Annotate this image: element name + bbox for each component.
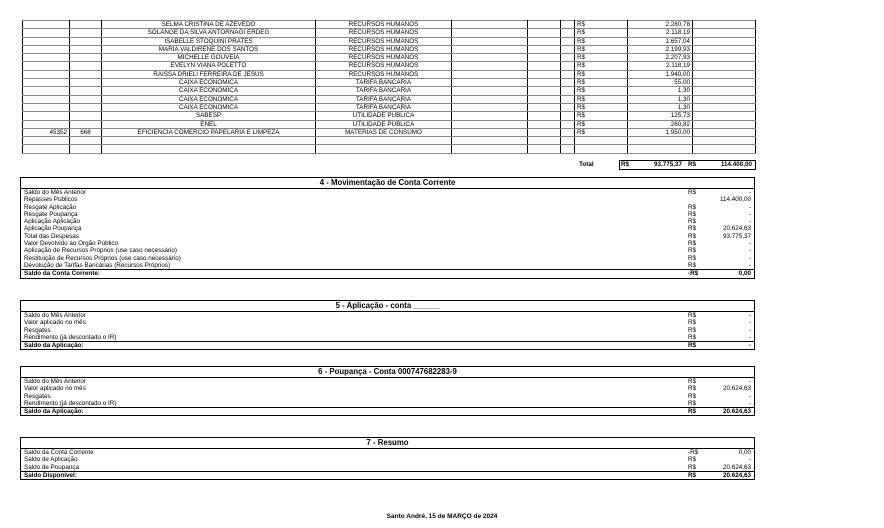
table-row	[23, 79, 756, 87]
table-row	[23, 29, 756, 37]
row-label: Aplicação de Recursos Próprios (use caso necessário)	[24, 247, 177, 255]
row-currency: R$	[688, 189, 697, 196]
expense-category: TARIFA BANCARIA	[316, 103, 452, 111]
expense-category	[316, 137, 452, 145]
empty-cell	[528, 79, 561, 87]
empty-cell	[693, 29, 756, 37]
expense-doc-number: 45352	[23, 128, 70, 136]
row-value: -	[748, 378, 751, 385]
row-value: -	[748, 326, 751, 334]
row-label: Saldo da Aplicação:	[24, 408, 84, 416]
section-row	[21, 385, 754, 392]
row-currency: R$	[688, 326, 697, 334]
expense-value: 55,00	[628, 79, 693, 87]
row-value: 20.624,63	[722, 385, 751, 393]
expense-currency	[575, 145, 628, 153]
empty-cell	[452, 62, 528, 70]
empty-cell	[528, 128, 561, 136]
empty-cell	[561, 29, 575, 37]
expense-doc-number	[23, 145, 70, 153]
row-currency: R$	[688, 312, 697, 319]
empty-cell	[693, 120, 756, 128]
empty-cell	[561, 37, 575, 45]
expense-value: 1,30	[628, 87, 693, 95]
row-currency: R$	[688, 225, 697, 233]
empty-cell	[452, 103, 528, 111]
expense-currency: R$	[575, 29, 628, 37]
section-row	[21, 400, 754, 407]
expense-name	[102, 137, 316, 145]
expense-table	[22, 20, 756, 154]
empty-cell	[452, 70, 528, 78]
expense-doc-number	[23, 21, 70, 29]
row-value: -	[748, 254, 751, 262]
empty-cell	[693, 95, 756, 103]
empty-cell	[693, 137, 756, 145]
section-conta-corrente	[20, 177, 755, 279]
section-row	[21, 319, 754, 326]
empty-cell	[693, 112, 756, 120]
table-row	[23, 120, 756, 128]
expense-currency: R$	[575, 87, 628, 95]
section-title: 5 - Aplicação - conta ______	[21, 301, 754, 312]
section-row	[21, 204, 754, 211]
empty-cell	[561, 45, 575, 53]
expense-currency: R$	[575, 70, 628, 78]
empty-cell	[561, 87, 575, 95]
expense-currency	[575, 137, 628, 145]
empty-cell	[561, 54, 575, 62]
table-row	[23, 21, 756, 29]
empty-cell	[561, 103, 575, 111]
section-row	[21, 233, 754, 240]
empty-cell	[528, 45, 561, 53]
row-currency: R$	[688, 232, 697, 240]
table-row	[23, 95, 756, 103]
row-label: Saldo de Poupança	[24, 463, 79, 471]
row-label: Valor aplicado no mês	[24, 319, 86, 327]
expense-doc-number	[23, 62, 70, 70]
expense-currency: R$	[575, 54, 628, 62]
total-spent: 93.775,37	[653, 161, 682, 168]
table-row	[23, 62, 756, 70]
empty-cell	[528, 21, 561, 29]
expense-value: 1.940,00	[628, 70, 693, 78]
row-label: Saldo do Mês Anterior	[24, 378, 86, 385]
expense-value: 260,82	[628, 120, 693, 128]
expense-nf	[70, 87, 102, 95]
expense-doc-number	[23, 103, 70, 111]
expense-value: 2.118,19	[628, 62, 693, 70]
expense-name: CAIXA ECONOMICA	[102, 79, 316, 87]
row-currency: R$	[688, 399, 697, 407]
expense-category: RECURSOS HUMANOS	[316, 29, 452, 37]
expense-value: 2.118,19	[628, 29, 693, 37]
expense-value: 2.199,93	[628, 45, 693, 53]
expense-doc-number	[23, 70, 70, 78]
empty-cell	[528, 87, 561, 95]
section-title: 6 - Poupança - Conta 000747682283-9	[21, 367, 754, 378]
empty-cell	[452, 45, 528, 53]
expense-nf	[70, 21, 102, 29]
total-box	[619, 160, 756, 170]
expense-nf	[70, 103, 102, 111]
row-label: Restituição de Recursos Próprios (use caso necessário)	[24, 254, 181, 262]
table-row	[23, 145, 756, 153]
expense-nf	[70, 29, 102, 37]
expense-category: TARIFA BANCARIA	[316, 95, 452, 103]
row-label: Resgates	[24, 326, 51, 334]
expense-nf	[70, 37, 102, 45]
row-label: Saldo de Aplicação	[24, 456, 78, 464]
empty-cell	[561, 128, 575, 136]
empty-cell	[528, 70, 561, 78]
empty-cell	[452, 54, 528, 62]
table-row	[23, 54, 756, 62]
empty-cell	[528, 145, 561, 153]
section-poupanca	[20, 366, 755, 416]
empty-cell	[561, 137, 575, 145]
section-row	[21, 240, 754, 247]
empty-cell	[528, 29, 561, 37]
empty-cell	[528, 37, 561, 45]
expense-value: 125,73	[628, 112, 693, 120]
row-currency: R$	[688, 342, 697, 350]
section-title: 7 - Resumo	[21, 438, 754, 449]
section-row	[21, 255, 754, 262]
empty-cell	[693, 37, 756, 45]
row-label: Saldo Disponível:	[24, 471, 77, 479]
expense-nf	[70, 137, 102, 145]
row-value: -	[748, 218, 751, 226]
expense-value: 2.207,93	[628, 54, 693, 62]
empty-cell	[561, 112, 575, 120]
section-row	[21, 334, 754, 341]
row-currency: R$	[688, 463, 697, 471]
expense-currency: R$	[575, 128, 628, 136]
section-row	[21, 449, 754, 456]
table-row	[23, 112, 756, 120]
row-currency: -R$	[688, 449, 699, 456]
empty-cell	[452, 120, 528, 128]
section-row	[21, 218, 754, 225]
expense-name: EFICIENCIA COMERCIO PAPELARIA E LIMPEZA	[102, 128, 316, 136]
expense-category: RECURSOS HUMANOS	[316, 45, 452, 53]
expense-nf	[70, 54, 102, 62]
expense-name: MICHELLE GOUVEIA	[102, 54, 316, 62]
empty-cell	[561, 79, 575, 87]
row-value: 0,00	[738, 449, 751, 456]
row-value: 20.624,63	[722, 471, 751, 479]
expense-category: RECURSOS HUMANOS	[316, 21, 452, 29]
row-value: -	[748, 240, 751, 248]
expense-currency: R$	[575, 21, 628, 29]
empty-cell	[561, 145, 575, 153]
row-value: -	[748, 312, 751, 319]
row-value: -	[748, 456, 751, 464]
row-label: Saldo da Aplicação:	[24, 342, 84, 350]
empty-cell	[452, 29, 528, 37]
expense-name: CAIXA ECONOMICA	[102, 87, 316, 95]
row-currency: R$	[688, 247, 697, 255]
expense-doc-number	[23, 45, 70, 53]
expense-name: SOLANGE DA SILVA ANTORNAGI ERDEG	[102, 29, 316, 37]
row-label: Resgate Poupança	[24, 210, 78, 218]
row-value: 20.624,63	[722, 225, 751, 233]
row-label: Total das Despesas	[24, 232, 79, 240]
empty-cell	[693, 87, 756, 95]
expense-currency: R$	[575, 103, 628, 111]
expense-nf	[70, 70, 102, 78]
row-currency: R$	[688, 456, 697, 464]
expense-name: SABESP	[102, 112, 316, 120]
row-currency: R$	[688, 261, 697, 269]
row-label: Saldo da Conta Corrente:	[24, 270, 100, 278]
row-label: Resgates	[24, 392, 51, 400]
section-row	[21, 327, 754, 334]
section-row	[21, 247, 754, 254]
expense-category: RECURSOS HUMANOS	[316, 62, 452, 70]
row-label: Saldo do Mês Anterior	[24, 312, 86, 319]
empty-cell	[528, 120, 561, 128]
row-value: -	[748, 392, 751, 400]
table-row	[23, 137, 756, 145]
expense-name: MARIA VALDIRENE DOS SANTOS	[102, 45, 316, 53]
row-label: Rendimento (já descontado o IR)	[24, 399, 117, 407]
empty-cell	[561, 70, 575, 78]
empty-cell	[452, 95, 528, 103]
expense-name: RAISSA DRIELI FERREIRA DE JESUS	[102, 70, 316, 78]
section-resumo	[20, 437, 755, 480]
row-currency: R$	[688, 408, 697, 416]
row-value: -	[748, 319, 751, 327]
empty-cell	[528, 103, 561, 111]
empty-cell	[452, 145, 528, 153]
row-currency: R$	[688, 218, 697, 226]
expense-category: MATERIAS DE CONSUMO	[316, 128, 452, 136]
section-row	[21, 269, 754, 277]
empty-cell	[452, 128, 528, 136]
empty-cell	[693, 45, 756, 53]
section-row	[21, 262, 754, 269]
section-row	[21, 393, 754, 400]
table-row	[23, 87, 756, 95]
expense-value: 1,30	[628, 95, 693, 103]
row-currency: R$	[688, 392, 697, 400]
expense-nf	[70, 62, 102, 70]
empty-cell	[561, 62, 575, 70]
row-currency: R$	[688, 203, 697, 211]
row-value: -	[748, 203, 751, 211]
empty-cell	[528, 137, 561, 145]
row-value: -	[748, 261, 751, 269]
expense-doc-number	[23, 54, 70, 62]
expense-currency: R$	[575, 95, 628, 103]
empty-cell	[452, 79, 528, 87]
empty-cell	[528, 112, 561, 120]
empty-cell	[693, 128, 756, 136]
row-label: Resgate Aplicação	[24, 203, 77, 211]
expense-category: RECURSOS HUMANOS	[316, 37, 452, 45]
row-currency: R$	[688, 319, 697, 327]
expense-category: RECURSOS HUMANOS	[316, 54, 452, 62]
expense-value	[628, 137, 693, 145]
empty-cell	[452, 21, 528, 29]
expense-category: UTILIDADE PUBLICA	[316, 120, 452, 128]
row-value: 93.775,37	[722, 232, 751, 240]
expense-doc-number	[23, 95, 70, 103]
row-value: 0,00	[738, 270, 751, 278]
row-currency: R$	[688, 254, 697, 262]
total-currency-2: R$	[688, 161, 697, 168]
row-label: Valor Devolvido ao Orgão Público	[24, 240, 119, 248]
section-row	[21, 378, 754, 385]
section-row	[21, 456, 754, 463]
section-row	[21, 341, 754, 349]
empty-cell	[561, 95, 575, 103]
empty-cell	[528, 54, 561, 62]
expense-value: 1,30	[628, 103, 693, 111]
total-currency: R$	[621, 161, 630, 168]
total-received: 114.400,00	[720, 161, 752, 168]
section-row	[21, 211, 754, 218]
expense-nf	[70, 79, 102, 87]
expense-currency: R$	[575, 79, 628, 87]
row-currency: R$	[688, 333, 697, 341]
empty-cell	[693, 21, 756, 29]
row-currency: R$	[688, 385, 697, 393]
row-label: Devolução de Tarifas Bancárias (Recursos Próprios)	[24, 261, 171, 269]
expense-doc-number	[23, 137, 70, 145]
row-value: 114.400,00	[719, 196, 751, 204]
section-row	[21, 189, 754, 196]
expense-value	[628, 145, 693, 153]
row-label: Aplicação Poupança	[24, 225, 82, 233]
empty-cell	[693, 70, 756, 78]
row-currency: -R$	[688, 270, 699, 278]
expense-category: TARIFA BANCARIA	[316, 79, 452, 87]
expense-currency: R$	[575, 37, 628, 45]
row-value: 20.624,63	[722, 463, 751, 471]
row-value: -	[748, 189, 751, 196]
empty-cell	[452, 112, 528, 120]
row-label: Repasses Públicos	[24, 196, 78, 204]
row-currency: R$	[688, 471, 697, 479]
expense-value: 1.950,00	[628, 128, 693, 136]
expense-nf	[70, 45, 102, 53]
expense-name: ISABELLE STOQUINI PRATES	[102, 37, 316, 45]
table-row	[23, 70, 756, 78]
section-title: 4 - Movimentação de Conta Corrente	[21, 178, 754, 189]
table-row	[23, 37, 756, 45]
expense-value: 2.280,78	[628, 21, 693, 29]
expense-nf: 668	[70, 128, 102, 136]
expense-doc-number	[23, 29, 70, 37]
row-value: -	[748, 247, 751, 255]
row-label: Rendimento (já descontado o IR)	[24, 333, 117, 341]
expense-doc-number	[23, 112, 70, 120]
row-value: -	[748, 333, 751, 341]
empty-cell	[693, 145, 756, 153]
expense-name: ENEL	[102, 120, 316, 128]
row-value: -	[748, 210, 751, 218]
expense-category: TARIFA BANCARIA	[316, 87, 452, 95]
expense-doc-number	[23, 37, 70, 45]
place-date: Santo André, 15 de MARÇO de 2024	[386, 513, 498, 520]
section-row	[21, 407, 754, 415]
empty-cell	[693, 103, 756, 111]
row-label: Aplicação Aplicação	[24, 218, 81, 226]
empty-cell	[693, 79, 756, 87]
expense-value: 1.657,04	[628, 37, 693, 45]
expense-name: CAIXA ECONOMICA	[102, 103, 316, 111]
expense-nf	[70, 95, 102, 103]
row-value: -	[748, 342, 751, 350]
expense-doc-number	[23, 79, 70, 87]
empty-cell	[528, 62, 561, 70]
expense-doc-number	[23, 120, 70, 128]
empty-cell	[693, 62, 756, 70]
empty-cell	[561, 21, 575, 29]
expense-name: SELMA CRISTINA DE AZEVEDO	[102, 21, 316, 29]
row-label: Saldo do Mês Anterior	[24, 189, 86, 196]
section-row	[21, 464, 754, 471]
total-label: Total	[579, 161, 594, 168]
section-row	[21, 471, 754, 479]
expense-category: RECURSOS HUMANOS	[316, 70, 452, 78]
empty-cell	[693, 54, 756, 62]
row-currency: R$	[688, 240, 697, 248]
expense-name	[102, 145, 316, 153]
expense-category	[316, 145, 452, 153]
empty-cell	[452, 137, 528, 145]
table-row	[23, 45, 756, 53]
row-currency: R$	[688, 210, 697, 218]
row-value: -	[748, 399, 751, 407]
expense-currency: R$	[575, 62, 628, 70]
empty-cell	[452, 37, 528, 45]
section-row	[21, 225, 754, 232]
row-label: Saldo da Conta Corrente	[24, 449, 94, 456]
table-row	[23, 103, 756, 111]
row-value: 20.624,63	[722, 408, 751, 416]
section-aplicacao	[20, 300, 755, 350]
section-row	[21, 196, 754, 203]
expense-category: UTILIDADE PUBLICA	[316, 112, 452, 120]
expense-currency: R$	[575, 112, 628, 120]
expense-name: EVELYN VIANA POLETTO	[102, 62, 316, 70]
empty-cell	[452, 87, 528, 95]
row-currency: R$	[688, 378, 697, 385]
expense-nf	[70, 145, 102, 153]
expense-nf	[70, 112, 102, 120]
empty-cell	[561, 120, 575, 128]
expense-doc-number	[23, 87, 70, 95]
expense-currency: R$	[575, 45, 628, 53]
expense-nf	[70, 120, 102, 128]
row-label: Valor aplicado no mês	[24, 385, 86, 393]
table-row	[23, 128, 756, 136]
expense-currency: R$	[575, 120, 628, 128]
empty-cell	[528, 95, 561, 103]
section-row	[21, 312, 754, 319]
expense-name: CAIXA ECONOMICA	[102, 95, 316, 103]
